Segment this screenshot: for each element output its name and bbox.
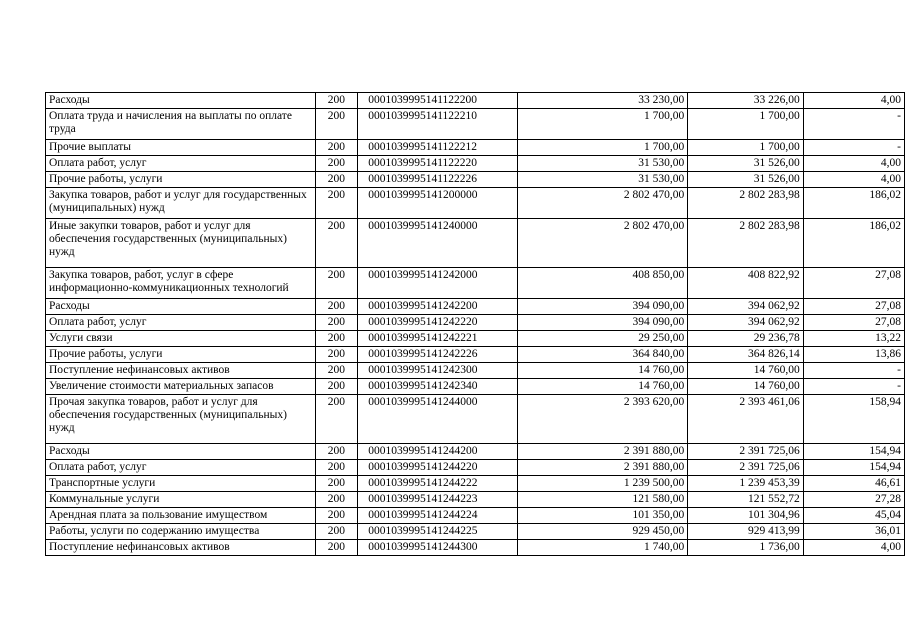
row-name-cell: Прочие работы, услуги	[46, 347, 316, 363]
table-row	[46, 460, 905, 476]
row-diff-cell: 13,22	[803, 331, 904, 347]
row-diff-cell: 186,02	[803, 219, 904, 268]
row-kbk-cell: 0001039995141200000	[358, 188, 517, 219]
table-row	[46, 395, 905, 444]
row-diff-cell: -	[803, 363, 904, 379]
row-fact-cell: 14 760,00	[688, 379, 803, 395]
row-plan-cell: 101 350,00	[517, 508, 688, 524]
row-diff-cell: 154,94	[803, 460, 904, 476]
row-name-cell: Оплата работ, услуг	[46, 315, 316, 331]
row-code-cell: 200	[315, 492, 358, 508]
row-plan-cell: 2 393 620,00	[517, 395, 688, 444]
row-kbk-cell: 0001039995141122212	[358, 140, 517, 156]
row-diff-cell: 46,61	[803, 476, 904, 492]
row-kbk-cell: 0001039995141122226	[358, 172, 517, 188]
row-name-cell: Иные закупки товаров, работ и услуг для обеспечения государственных (муниципальных) нужд	[46, 219, 316, 268]
row-fact-cell: 31 526,00	[688, 156, 803, 172]
table-row	[46, 508, 905, 524]
row-fact-cell: 2 802 283,98	[688, 219, 803, 268]
row-code-cell: 200	[315, 219, 358, 268]
row-fact-cell: 29 236,78	[688, 331, 803, 347]
table-row	[46, 315, 905, 331]
row-diff-cell: 4,00	[803, 156, 904, 172]
row-kbk-cell: 0001039995141244225	[358, 524, 517, 540]
table-row	[46, 156, 905, 172]
row-name-cell: Работы, услуги по содержанию имущества	[46, 524, 316, 540]
row-fact-cell: 2 391 725,06	[688, 460, 803, 476]
row-code-cell: 200	[315, 188, 358, 219]
row-diff-cell: 27,28	[803, 492, 904, 508]
row-diff-cell: 27,08	[803, 268, 904, 299]
table-row	[46, 540, 905, 556]
row-code-cell: 200	[315, 379, 358, 395]
table-row	[46, 524, 905, 540]
row-name-cell: Транспортные услуги	[46, 476, 316, 492]
table-row	[46, 109, 905, 140]
row-fact-cell: 2 393 461,06	[688, 395, 803, 444]
row-fact-cell: 1 700,00	[688, 140, 803, 156]
table-row	[46, 379, 905, 395]
row-plan-cell: 2 391 880,00	[517, 444, 688, 460]
table-row	[46, 268, 905, 299]
row-fact-cell: 364 826,14	[688, 347, 803, 363]
row-name-cell: Прочие работы, услуги	[46, 172, 316, 188]
row-name-cell: Поступление нефинансовых активов	[46, 540, 316, 556]
row-diff-cell: 4,00	[803, 172, 904, 188]
row-code-cell: 200	[315, 172, 358, 188]
row-name-cell: Закупка товаров, работ, услуг в сфере информационно-коммуникационных технологий	[46, 268, 316, 299]
row-name-cell: Поступление нефинансовых активов	[46, 363, 316, 379]
row-fact-cell: 408 822,92	[688, 268, 803, 299]
row-code-cell: 200	[315, 508, 358, 524]
row-diff-cell: 45,04	[803, 508, 904, 524]
row-kbk-cell: 0001039995141242226	[358, 347, 517, 363]
row-code-cell: 200	[315, 395, 358, 444]
row-diff-cell: 154,94	[803, 444, 904, 460]
row-diff-cell: -	[803, 109, 904, 140]
row-fact-cell: 33 226,00	[688, 93, 803, 109]
row-name-cell: Оплата труда и начисления на выплаты по оплате труда	[46, 109, 316, 140]
table-row	[46, 331, 905, 347]
row-code-cell: 200	[315, 331, 358, 347]
row-name-cell: Услуги связи	[46, 331, 316, 347]
row-plan-cell: 31 530,00	[517, 172, 688, 188]
row-code-cell: 200	[315, 93, 358, 109]
row-kbk-cell: 0001039995141244224	[358, 508, 517, 524]
table-row	[46, 492, 905, 508]
row-name-cell: Закупка товаров, работ и услуг для государственных (муниципальных) нужд	[46, 188, 316, 219]
row-kbk-cell: 0001039995141244300	[358, 540, 517, 556]
row-name-cell: Увеличение стоимости материальных запасов	[46, 379, 316, 395]
row-kbk-cell: 0001039995141242300	[358, 363, 517, 379]
row-kbk-cell: 0001039995141242000	[358, 268, 517, 299]
row-plan-cell: 14 760,00	[517, 363, 688, 379]
row-fact-cell: 101 304,96	[688, 508, 803, 524]
row-code-cell: 200	[315, 299, 358, 315]
row-code-cell: 200	[315, 444, 358, 460]
row-fact-cell: 2 391 725,06	[688, 444, 803, 460]
table-row	[46, 347, 905, 363]
row-plan-cell: 929 450,00	[517, 524, 688, 540]
row-plan-cell: 1 239 500,00	[517, 476, 688, 492]
row-name-cell: Оплата работ, услуг	[46, 460, 316, 476]
table-row	[46, 476, 905, 492]
row-code-cell: 200	[315, 540, 358, 556]
row-kbk-cell: 0001039995141240000	[358, 219, 517, 268]
row-code-cell: 200	[315, 524, 358, 540]
row-name-cell: Коммунальные услуги	[46, 492, 316, 508]
row-fact-cell: 394 062,92	[688, 315, 803, 331]
row-kbk-cell: 0001039995141122200	[358, 93, 517, 109]
row-name-cell: Расходы	[46, 93, 316, 109]
row-diff-cell: 4,00	[803, 93, 904, 109]
table-row	[46, 363, 905, 379]
row-fact-cell: 1 736,00	[688, 540, 803, 556]
row-name-cell: Арендная плата за пользование имуществом	[46, 508, 316, 524]
row-code-cell: 200	[315, 460, 358, 476]
row-code-cell: 200	[315, 140, 358, 156]
row-plan-cell: 408 850,00	[517, 268, 688, 299]
row-code-cell: 200	[315, 109, 358, 140]
row-plan-cell: 33 230,00	[517, 93, 688, 109]
row-diff-cell: 13,86	[803, 347, 904, 363]
row-kbk-cell: 0001039995141242340	[358, 379, 517, 395]
row-name-cell: Расходы	[46, 299, 316, 315]
row-plan-cell: 1 700,00	[517, 109, 688, 140]
row-plan-cell: 364 840,00	[517, 347, 688, 363]
row-fact-cell: 929 413,99	[688, 524, 803, 540]
row-fact-cell: 121 552,72	[688, 492, 803, 508]
row-plan-cell: 1 700,00	[517, 140, 688, 156]
row-code-cell: 200	[315, 268, 358, 299]
row-plan-cell: 31 530,00	[517, 156, 688, 172]
row-kbk-cell: 0001039995141122210	[358, 109, 517, 140]
table-row	[46, 299, 905, 315]
row-diff-cell: 158,94	[803, 395, 904, 444]
row-code-cell: 200	[315, 156, 358, 172]
row-fact-cell: 1 700,00	[688, 109, 803, 140]
row-diff-cell: 186,02	[803, 188, 904, 219]
row-kbk-cell: 0001039995141244220	[358, 460, 517, 476]
table-row	[46, 444, 905, 460]
row-fact-cell: 14 760,00	[688, 363, 803, 379]
table-row	[46, 172, 905, 188]
table-row	[46, 188, 905, 219]
budget-execution-table	[45, 92, 905, 556]
table-row	[46, 219, 905, 268]
row-kbk-cell: 0001039995141242220	[358, 315, 517, 331]
row-code-cell: 200	[315, 476, 358, 492]
row-kbk-cell: 0001039995141244222	[358, 476, 517, 492]
row-kbk-cell: 0001039995141122220	[358, 156, 517, 172]
row-diff-cell: 36,01	[803, 524, 904, 540]
row-diff-cell: 27,08	[803, 299, 904, 315]
row-fact-cell: 31 526,00	[688, 172, 803, 188]
row-code-cell: 200	[315, 363, 358, 379]
row-plan-cell: 394 090,00	[517, 315, 688, 331]
row-name-cell: Прочая закупка товаров, работ и услуг для обеспечения государственных (муниципальных) нужд	[46, 395, 316, 444]
row-plan-cell: 2 391 880,00	[517, 460, 688, 476]
row-kbk-cell: 0001039995141244223	[358, 492, 517, 508]
table-row	[46, 140, 905, 156]
row-name-cell: Оплата работ, услуг	[46, 156, 316, 172]
row-diff-cell: -	[803, 140, 904, 156]
row-kbk-cell: 0001039995141244200	[358, 444, 517, 460]
row-fact-cell: 2 802 283,98	[688, 188, 803, 219]
row-plan-cell: 14 760,00	[517, 379, 688, 395]
row-diff-cell: 27,08	[803, 315, 904, 331]
row-kbk-cell: 0001039995141242200	[358, 299, 517, 315]
row-diff-cell: -	[803, 379, 904, 395]
table-body	[46, 93, 905, 556]
row-plan-cell: 121 580,00	[517, 492, 688, 508]
row-plan-cell: 394 090,00	[517, 299, 688, 315]
row-code-cell: 200	[315, 347, 358, 363]
row-fact-cell: 394 062,92	[688, 299, 803, 315]
row-name-cell: Прочие выплаты	[46, 140, 316, 156]
table-row	[46, 93, 905, 109]
row-diff-cell: 4,00	[803, 540, 904, 556]
row-plan-cell: 2 802 470,00	[517, 219, 688, 268]
row-plan-cell: 2 802 470,00	[517, 188, 688, 219]
row-plan-cell: 29 250,00	[517, 331, 688, 347]
row-fact-cell: 1 239 453,39	[688, 476, 803, 492]
row-kbk-cell: 0001039995141244000	[358, 395, 517, 444]
row-code-cell: 200	[315, 315, 358, 331]
row-name-cell: Расходы	[46, 444, 316, 460]
row-plan-cell: 1 740,00	[517, 540, 688, 556]
row-kbk-cell: 0001039995141242221	[358, 331, 517, 347]
